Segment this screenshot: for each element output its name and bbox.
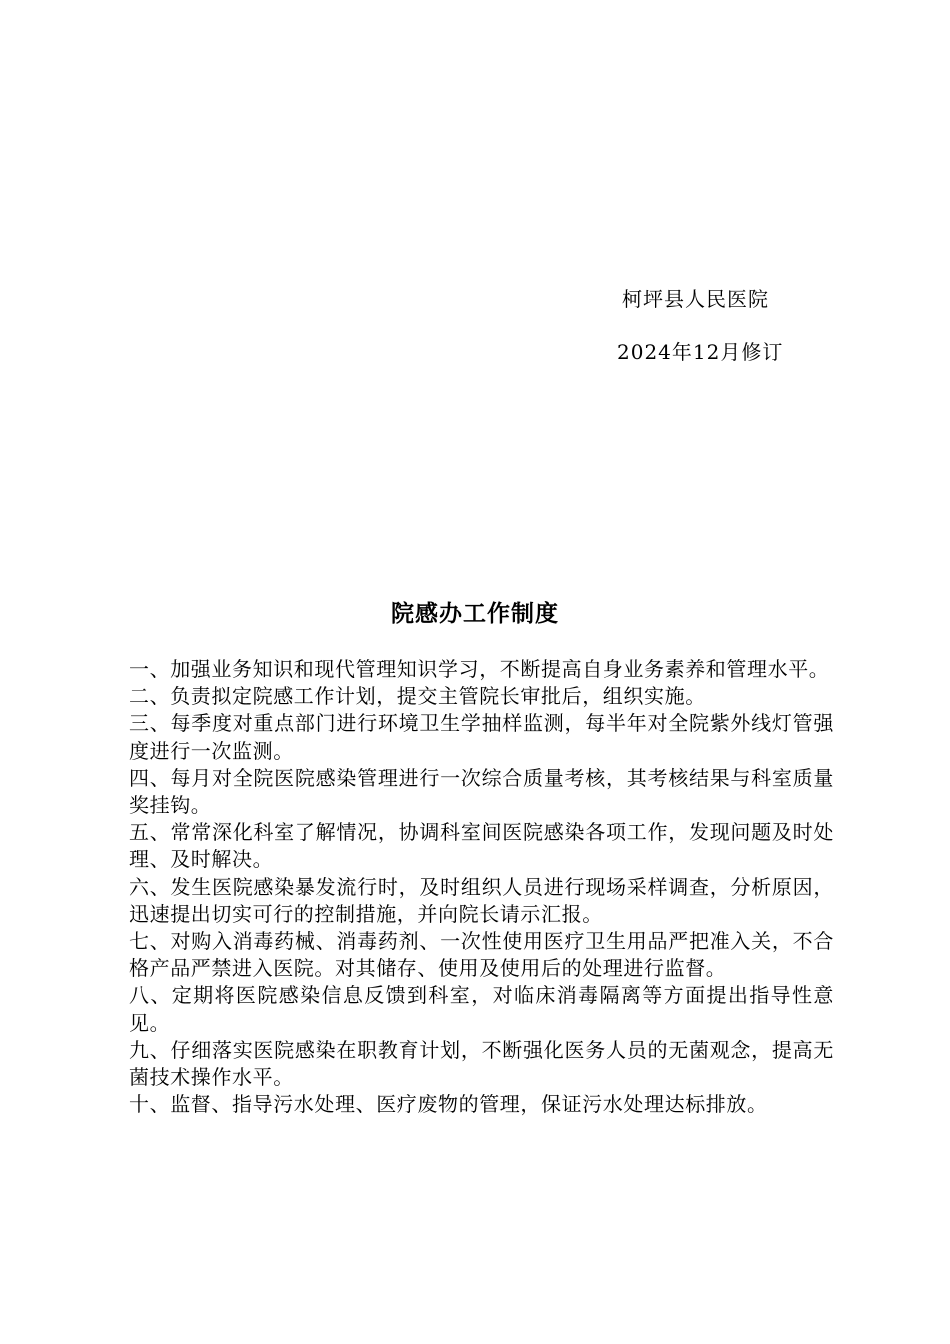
regulation-list bbox=[129, 656, 834, 1118]
regulation-item-7: 七、对购入消毒药械、消毒药剂、一次性使用医疗卫生用品严把准入关，不合格产品严禁进入医院。对其储存、使用及使用后的处理进行监督。 bbox=[129, 929, 834, 981]
signature-date: 2024年12月修订 bbox=[617, 340, 784, 364]
regulation-item-6: 六、发生医院感染暴发流行时，及时组织人员进行现场采样调查，分析原因，迅速提出切实可行的控制措施，并向院长请示汇报。 bbox=[129, 874, 834, 926]
regulation-item-8: 八、定期将医院感染信息反馈到科室，对临床消毒隔离等方面提出指导性意见。 bbox=[129, 983, 834, 1035]
regulation-item-3: 三、每季度对重点部门进行环境卫生学抽样监测，每半年对全院紫外线灯管强度进行一次监测。 bbox=[129, 711, 834, 763]
regulation-item-4: 四、每月对全院医院感染管理进行一次综合质量考核，其考核结果与科室质量奖挂钩。 bbox=[129, 765, 834, 818]
regulation-item-1: 一、加强业务知识和现代管理知识学习，不断提高自身业务素养和管理水平。 bbox=[129, 657, 830, 681]
signature-organization: 柯坪县人民医院 bbox=[622, 287, 769, 311]
regulation-item-5: 五、常常深化科室了解情况，协调科室间医院感染各项工作，发现问题及时处理、及时解决。 bbox=[129, 820, 834, 872]
document-title: 院感办工作制度 bbox=[391, 601, 559, 627]
regulation-item-9: 九、仔细落实医院感染在职教育计划，不断强化医务人员的无菌观念，提高无菌技术操作水平。 bbox=[129, 1037, 834, 1090]
regulation-item-2: 二、负责拟定院感工作计划，提交主管院长审批后，组织实施。 bbox=[129, 684, 706, 709]
regulation-item-10: 十、监督、指导污水处理、医疗废物的管理，保证污水处理达标排放。 bbox=[129, 1092, 768, 1117]
